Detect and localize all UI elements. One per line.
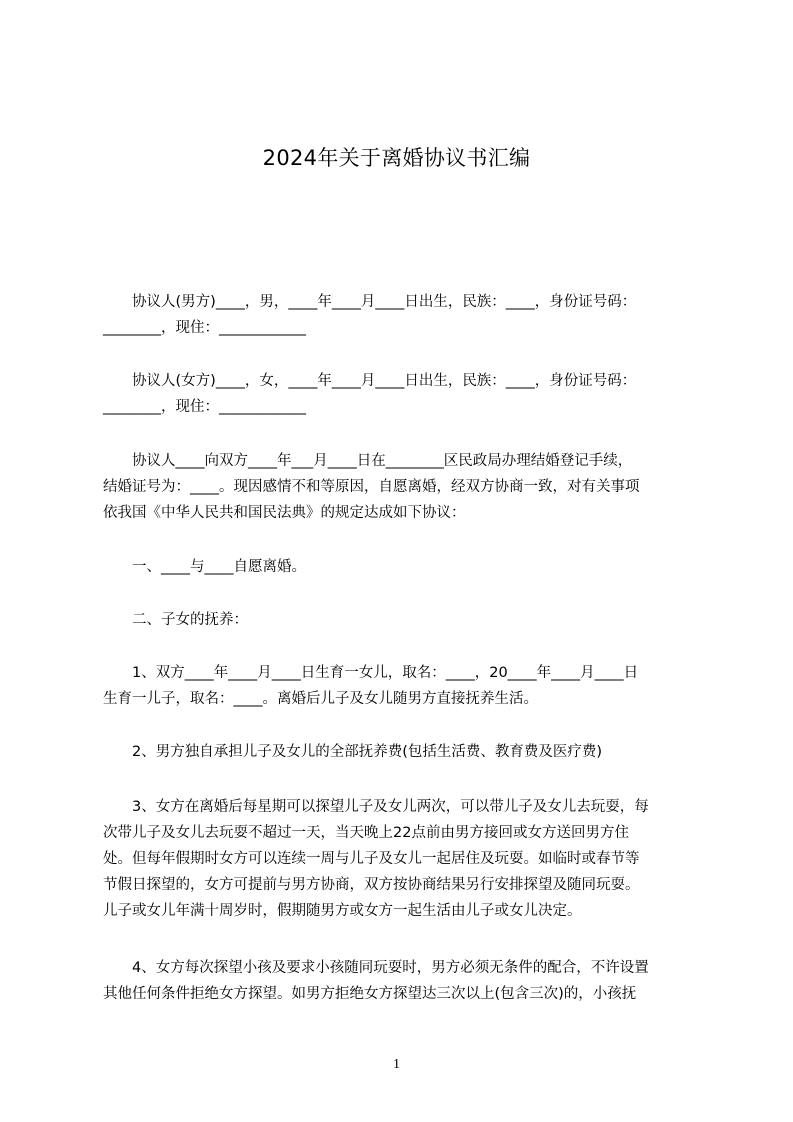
- paragraph-line: 次带儿子及女儿去玩耍不超过一天，当天晚上22点前由男方接回或女方送回男方住: [103, 825, 629, 841]
- paragraph-line: 节假日探望的，女方可提前与男方协商，双方按协商结果另行安排探望及随同玩耍。: [103, 877, 640, 893]
- paragraph-line: 其他任何条件拒绝女方探望。如男方拒绝女方探望达三次以上(包含三次)的，小孩抚: [103, 986, 637, 1002]
- paragraph-line: 一、____与____自愿离婚。: [103, 559, 306, 575]
- paragraph-line: ________，现住：____________: [103, 320, 306, 336]
- paragraph-line: 依我国《中华人民共和国民法典》的规定达成如下协议：: [103, 505, 466, 521]
- paragraph-line: 二、子女的抚养：: [103, 612, 248, 628]
- paragraph-line: 结婚证号为：____。现因感情不和等原因，自愿离婚，经双方协商一致，对有关事项: [103, 479, 640, 495]
- document-title: 2024年关于离婚协议书汇编: [262, 146, 531, 170]
- paragraph-line: 1、双方____年____月____日生育一女儿，取名：____，20____年____月____日: [103, 665, 639, 681]
- paragraph-clause-2-2: [103, 739, 703, 765]
- paragraph-line: 儿子或女儿年满十周岁时，假期随男方或女方一起生活由儿子或女儿决定。: [103, 903, 582, 919]
- paragraph-party-female: [103, 368, 703, 420]
- paragraph-line: 生育一儿子，取名：____。离婚后儿子及女儿随男方直接抚养生活。: [103, 691, 538, 707]
- paragraph-line: 协议人(女方)____，女，____年____月____日出生，民族：____，身份证号码：: [103, 373, 637, 389]
- paragraph-line: 协议人____向双方____年___月____日在________区民政局办理结婚登记手续，: [103, 453, 633, 469]
- paragraph-party-male: [103, 289, 703, 341]
- paragraph-line: 4、女方每次探望小孩及要求小孩随同玩耍时，男方必须无条件的配合，不许设置: [103, 960, 649, 976]
- paragraph-clause-2-1: [103, 660, 703, 712]
- paragraph-line: ________，现住：____________: [103, 399, 306, 415]
- paragraph-clause-2-4: [103, 955, 703, 1007]
- paragraph-clause-2-3: [103, 794, 703, 924]
- paragraph-line: 2、男方独自承担儿子及女儿的全部抚养费(包括生活费、教育费及医疗费): [103, 744, 603, 760]
- paragraph-line: 3、女方在离婚后每星期可以探望儿子及女儿两次，可以带儿子及女儿去玩耍，每: [103, 799, 649, 815]
- paragraph-line: 协议人(男方)____，男，____年____月____日出生，民族：____，身份证号码：: [103, 294, 637, 310]
- paragraph-line: 处。但每年假期时女方可以连续一周与儿子及女儿一起居住及玩耍。如临时或春节等: [103, 851, 640, 867]
- paragraph-clause-1: [103, 554, 703, 580]
- paragraph-preamble: [103, 448, 703, 526]
- paragraph-clause-2-heading: [103, 607, 703, 633]
- page-number: 1: [393, 1057, 400, 1072]
